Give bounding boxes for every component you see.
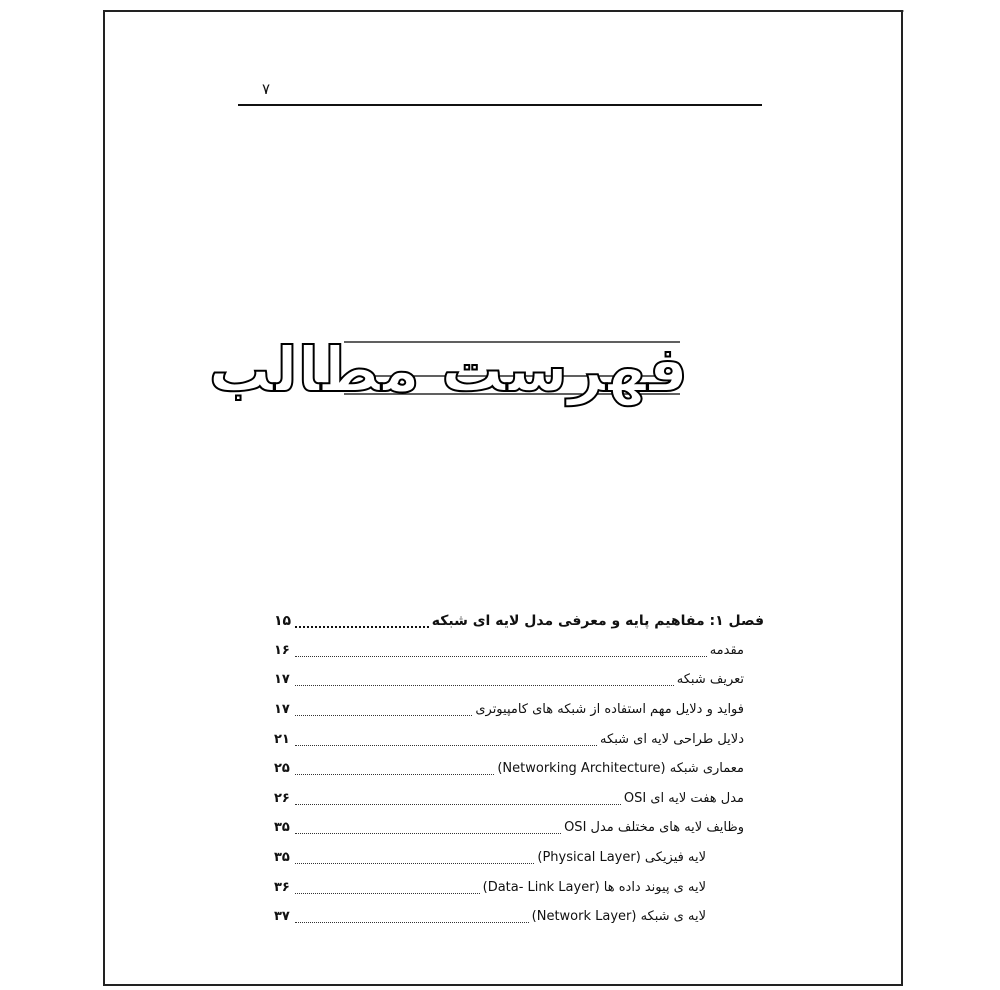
page-title [208, 326, 688, 418]
toc-entry-row[interactable] [274, 695, 764, 725]
toc-sub-entry-title: لایه فیزیکی (Physical Layer) [537, 850, 706, 866]
toc-leader-dots [295, 656, 707, 657]
toc-sub-entry-row[interactable] [274, 902, 764, 932]
header-rule [238, 104, 762, 106]
toc-leader-dots [295, 922, 529, 923]
toc-entry-title: مدل هفت لایه ای OSI [623, 790, 744, 806]
toc-page-number: ۱۵ [274, 612, 292, 629]
toc-page-number: ۳۷ [274, 909, 290, 925]
toc-leader-dots [295, 893, 480, 894]
toc-entry-row[interactable] [274, 784, 764, 814]
toc-entry-row[interactable] [274, 754, 764, 784]
toc-page-number: ۱۶ [274, 642, 290, 658]
title-text: فهرست مطالب [208, 333, 688, 406]
toc-leader-dots [295, 774, 494, 775]
toc-page-number: ۲۶ [274, 790, 290, 806]
toc-entry-title: فواید و دلایل مهم استفاده از شبکه های کامپیوتری [475, 702, 744, 718]
toc-entry-title: دلایل طراحی لایه ای شبکه [600, 731, 744, 747]
toc-chapter-title: فصل ۱: مفاهیم پایه و معرفی مدل لایه ای شبکه [431, 612, 764, 629]
toc-page-number: ۲۱ [274, 731, 290, 747]
toc-page-number: ۳۶ [274, 879, 290, 895]
toc-entry-row[interactable] [274, 636, 764, 666]
toc-leader-dots [295, 685, 674, 686]
toc-page-number: ۱۷ [274, 672, 290, 688]
toc-leader-dots [295, 804, 621, 805]
toc-entry-title: تعریف شبکه [676, 672, 744, 688]
toc-chapter-row[interactable] [274, 606, 764, 636]
toc-sub-entry-title: لایه ی پیوند داده ها (Data- Link Layer) [482, 879, 706, 895]
toc-page-number: ۱۷ [274, 702, 290, 718]
toc-leader-dots [295, 715, 472, 716]
toc-entry-row[interactable] [274, 813, 764, 843]
toc-entry-row[interactable] [274, 724, 764, 754]
toc-leader-dots [295, 863, 534, 864]
toc-entry-title: مقدمه [709, 642, 744, 658]
page-number: ۷ [262, 80, 271, 98]
toc-entry-row[interactable] [274, 665, 764, 695]
toc-entry-title: وظایف لایه های مختلف مدل OSI [564, 820, 744, 836]
toc-entry-title: معماری شبکه (Networking Architecture) [497, 761, 744, 777]
toc-sub-entry-title: لایه ی شبکه (Network Layer) [531, 909, 706, 925]
toc-leader-dots [295, 626, 429, 628]
toc-page-number: ۲۵ [274, 761, 290, 777]
toc-page-number: ۳۵ [274, 850, 290, 866]
toc-sub-entry-row[interactable] [274, 872, 764, 902]
toc-sub-entry-row[interactable] [274, 843, 764, 873]
toc-leader-dots [295, 833, 561, 834]
table-of-contents [274, 606, 764, 932]
toc-page-number: ۳۵ [274, 820, 290, 836]
toc-leader-dots [295, 745, 597, 746]
